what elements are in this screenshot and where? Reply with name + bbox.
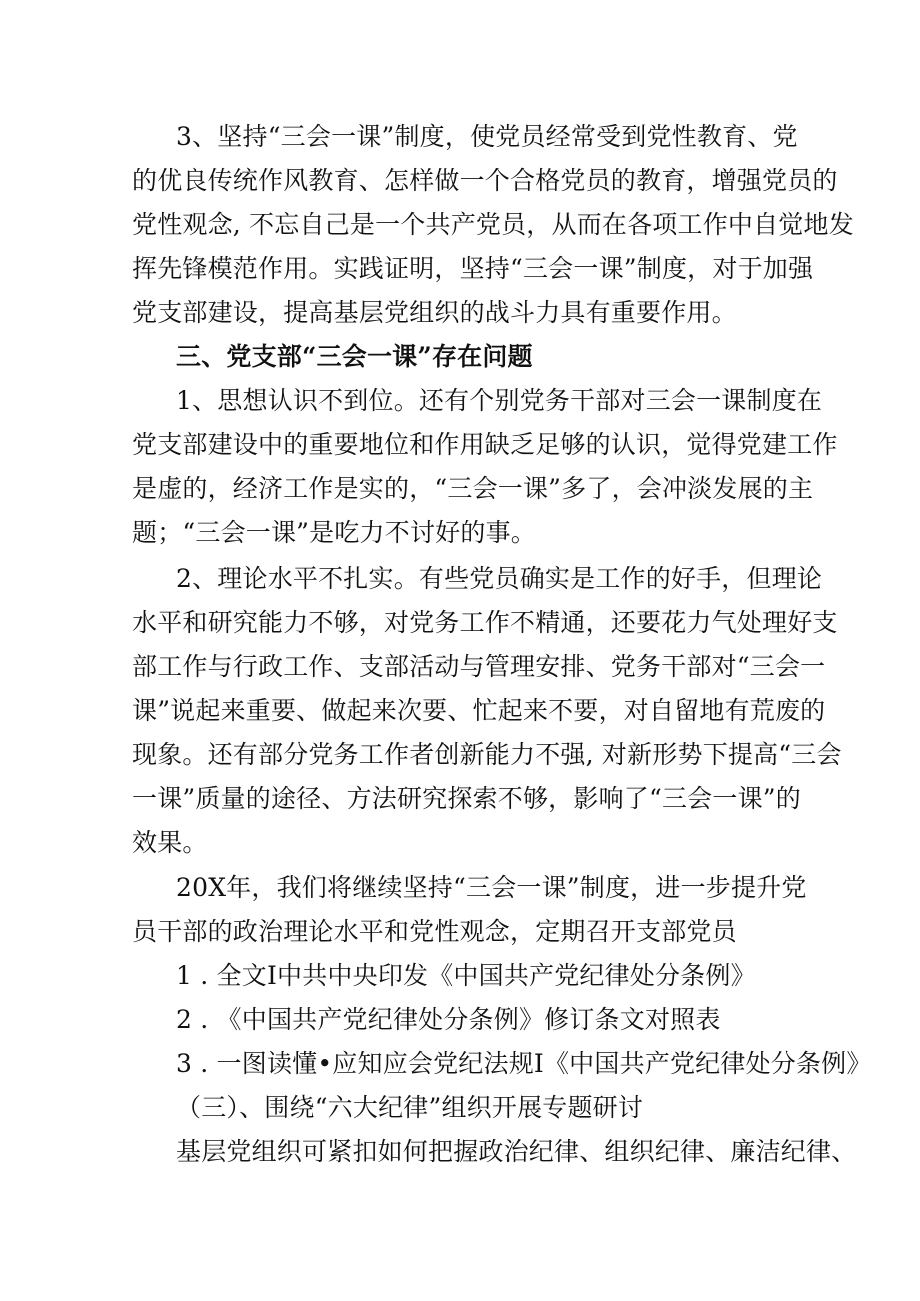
paragraph-3-line-6: 一课”质量的途径、方法研究探索不够，影响了“三会一课”的 xyxy=(132,784,801,813)
paragraph-3-line-7: 效果。 xyxy=(132,828,208,857)
paragraph-1-line-2: 的优良传统作风教育、怎样做一个合格党员的教育，增强党员的 xyxy=(132,166,838,195)
paragraph-2-line-2: 党支部建设中的重要地位和作用缺乏足够的认识，觉得党建工作 xyxy=(132,430,838,459)
list-item-1: 1 . 全文I中共中央印发《中国共产党纪律处分条例》 xyxy=(176,961,756,990)
paragraph-2-line-3: 是虚的，经济工作是实的，“三会一课”多了，会冲淡发展的主 xyxy=(132,474,814,503)
paragraph-1-line-5: 党支部建设，提高基层党组织的战斗力具有重要作用。 xyxy=(132,298,737,327)
paragraph-1-line-3: 党性观念, 不忘自己是一个共产党员，从而在各项工作中自觉地发 xyxy=(132,210,854,239)
subsection-heading: （三）、围绕“六大纪律”组织开展专题研讨 xyxy=(176,1093,644,1122)
list-item-3: 3 . 一图读懂•应知应会党纪法规I《中国共产党纪律处分条例》 xyxy=(176,1049,872,1078)
paragraph-4-line-1: 20X年，我们将继续坚持“三会一课”制度，进一步提升党 xyxy=(176,873,807,902)
paragraph-3-line-4: 课”说起来重要、做起来次要、忙起来不要，对自留地有荒废的 xyxy=(132,696,826,725)
paragraph-2-line-1: 1、思想认识不到位。还有个别党务干部对三会一课制度在 xyxy=(176,386,823,415)
paragraph-1-line-4: 挥先锋模范作用。实践证明，坚持“三会一课”制度，对于加强 xyxy=(132,254,814,283)
paragraph-3-line-3: 部工作与行政工作、支部活动与管理安排、党务干部对“三会一 xyxy=(132,652,826,681)
paragraph-5-line-1: 基层党组织可紧扣如何把握政治纪律、组织纪律、廉洁纪律、 xyxy=(176,1137,857,1166)
paragraph-3-line-2: 水平和研究能力不够，对党务工作不精通，还要花力气处理好支 xyxy=(132,608,838,637)
section-heading: 三、党支部“三会一课”存在问题 xyxy=(176,342,533,371)
paragraph-2-line-4: 题；“三会一课”是吃力不讨好的事。 xyxy=(132,518,536,547)
paragraph-4-line-2: 员干部的政治理论水平和党性观念，定期召开支部党员 xyxy=(132,917,737,946)
paragraph-3-line-5: 现象。还有部分党务工作者创新能力不强, 对新形势下提高“三会 xyxy=(132,740,842,769)
paragraph-1-line-1: 3、坚持“三会一课”制度，使党员经常受到党性教育、党 xyxy=(176,122,798,151)
paragraph-3-line-1: 2、理论水平不扎实。有些党员确实是工作的好手，但理论 xyxy=(176,564,823,593)
list-item-2: 2 . 《中国共产党纪律处分条例》修订条文对照表 xyxy=(176,1005,721,1034)
